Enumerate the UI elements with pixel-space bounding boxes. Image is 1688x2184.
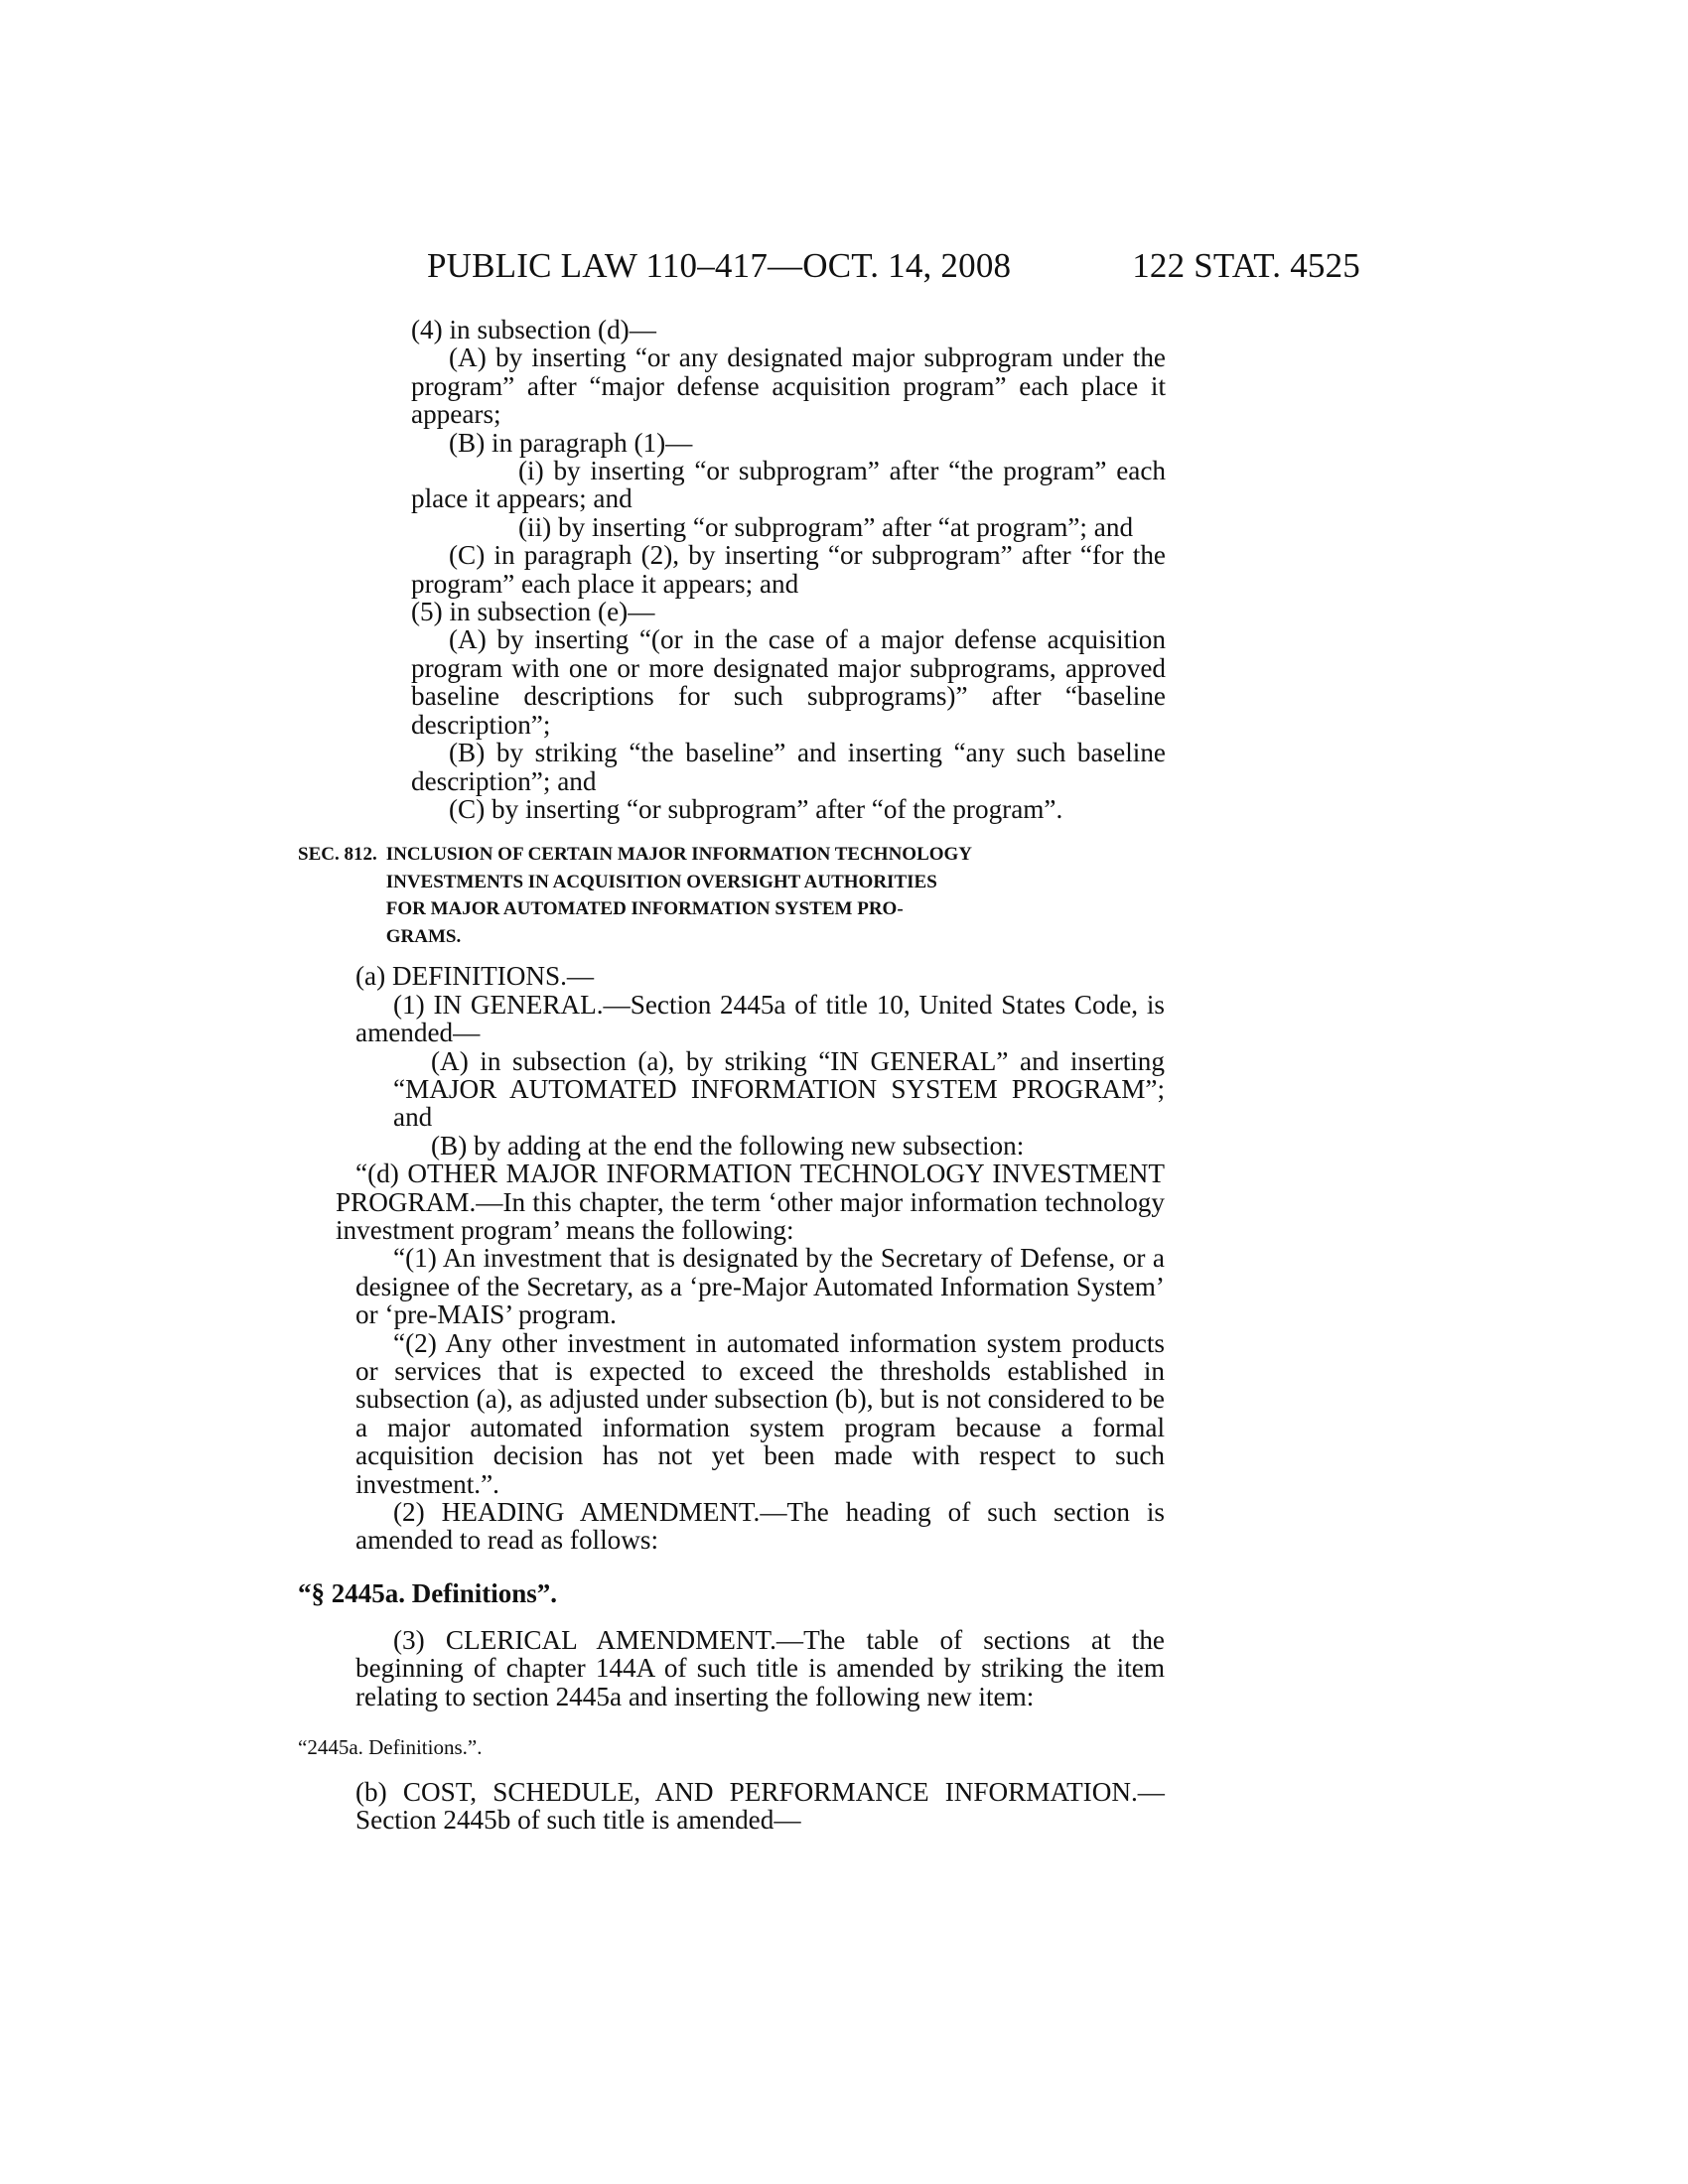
subsection-a-2: (2) HEADING AMENDMENT.—The heading of such section is amended to read as follows: (355, 1497, 1165, 1556)
item-5-B: (B) by striking “the baseline” and inserting “any such baseline description”; and (411, 738, 1166, 796)
section-title-line: INCLUSION OF CERTAIN MAJOR INFORMATION TECHNOLOGY (385, 844, 973, 866)
item-4-C: (C) in paragraph (2), by inserting “or subprogram” after “for the program” each place it appears; and (411, 540, 1166, 599)
section-title (386, 841, 1101, 950)
subsection-a-1-B: (B) by adding at the end the following new subsection: (431, 1130, 1025, 1160)
subsection-a-1: (1) IN GENERAL.—Section 2445a of title 10, United States Code, is amended— (355, 989, 1165, 1048)
section-title-line: INVESTMENTS IN ACQUISITION OVERSIGHT AUTHORITIES (385, 871, 937, 892)
subsection-a-3: (3) CLERICAL AMENDMENT.—The table of sections at the beginning of chapter 144A of such title is amended by striking the item relating to section 2445a and inserting the following new item: (355, 1624, 1165, 1711)
item-5-C: (C) by inserting “or subprogram” after “of the program”. (449, 793, 1063, 824)
item-4-B-ii: (ii) by inserting “or subprogram” after “at program”; and (518, 511, 1134, 542)
page-body (298, 316, 1390, 1835)
section-heading (298, 841, 1390, 950)
item-4-A: (A) by inserting “or any designated major subprogram under the program” after “major defense acquisition program” each place it appears; (411, 342, 1166, 430)
section-title-line: FOR MAJOR AUTOMATED INFORMATION SYSTEM PRO- (385, 898, 904, 920)
section-title-line: GRAMS. (385, 925, 462, 947)
inserted-d-2: “(2) Any other investment in automated information system products or services that is expected to exceed the thresholds established in subsection (a), as adjusted under subsection (b), but is not considered to be a major automated information system program because a formal acquisition decision has not yet been made with respect to such investment.”. (355, 1327, 1165, 1499)
item-5: (5) in subsection (e)— (411, 597, 655, 627)
item-5-A: (A) by inserting “(or in the case of a major defense acquisition program with one or more designated major subprograms, approved baseline descriptions for such subprograms)” after “baseline description”; (411, 624, 1166, 740)
section-number: SEC. 812. (298, 844, 377, 866)
subsection-b: (b) COST, SCHEDULE, AND PERFORMANCE INFORMATION.—Section 2445b of such title is amended— (355, 1777, 1165, 1836)
item-4-B: (B) in paragraph (1)— (449, 427, 693, 458)
section-heading-quote: “§ 2445a. Definitions”. (298, 1577, 558, 1608)
running-header-left: PUBLIC LAW 110–417—OCT. 14, 2008 (427, 246, 1012, 285)
running-header-right: 122 STAT. 4525 (1132, 246, 1360, 285)
inserted-subsection-d: “(d) OTHER MAJOR INFORMATION TECHNOLOGY INVESTMENT PROGRAM.—In this chapter, the term ‘other major information technology investment program’ means the following: (336, 1159, 1165, 1245)
subsection-a-1-A: (A) in subsection (a), by striking “IN GENERAL” and inserting “MAJOR AUTOMATED INFORMATION SYSTEM PROGRAM”; and (393, 1045, 1165, 1133)
item-4: (4) in subsection (d)— (411, 315, 656, 344)
table-of-sections-item: “2445a. Definitions.”. (298, 1735, 483, 1760)
subsection-a-label: (a) DEFINITIONS.— (355, 961, 595, 992)
item-4-B-i: (i) by inserting “or subprogram” after “the program” each place it appears; and (411, 456, 1166, 514)
inserted-d-1: “(1) An investment that is designated by the Secretary of Defense, or a designee of the Secretary, as a ‘pre-Major Automated Information System’ or ‘pre-MAIS’ program. (355, 1243, 1165, 1330)
